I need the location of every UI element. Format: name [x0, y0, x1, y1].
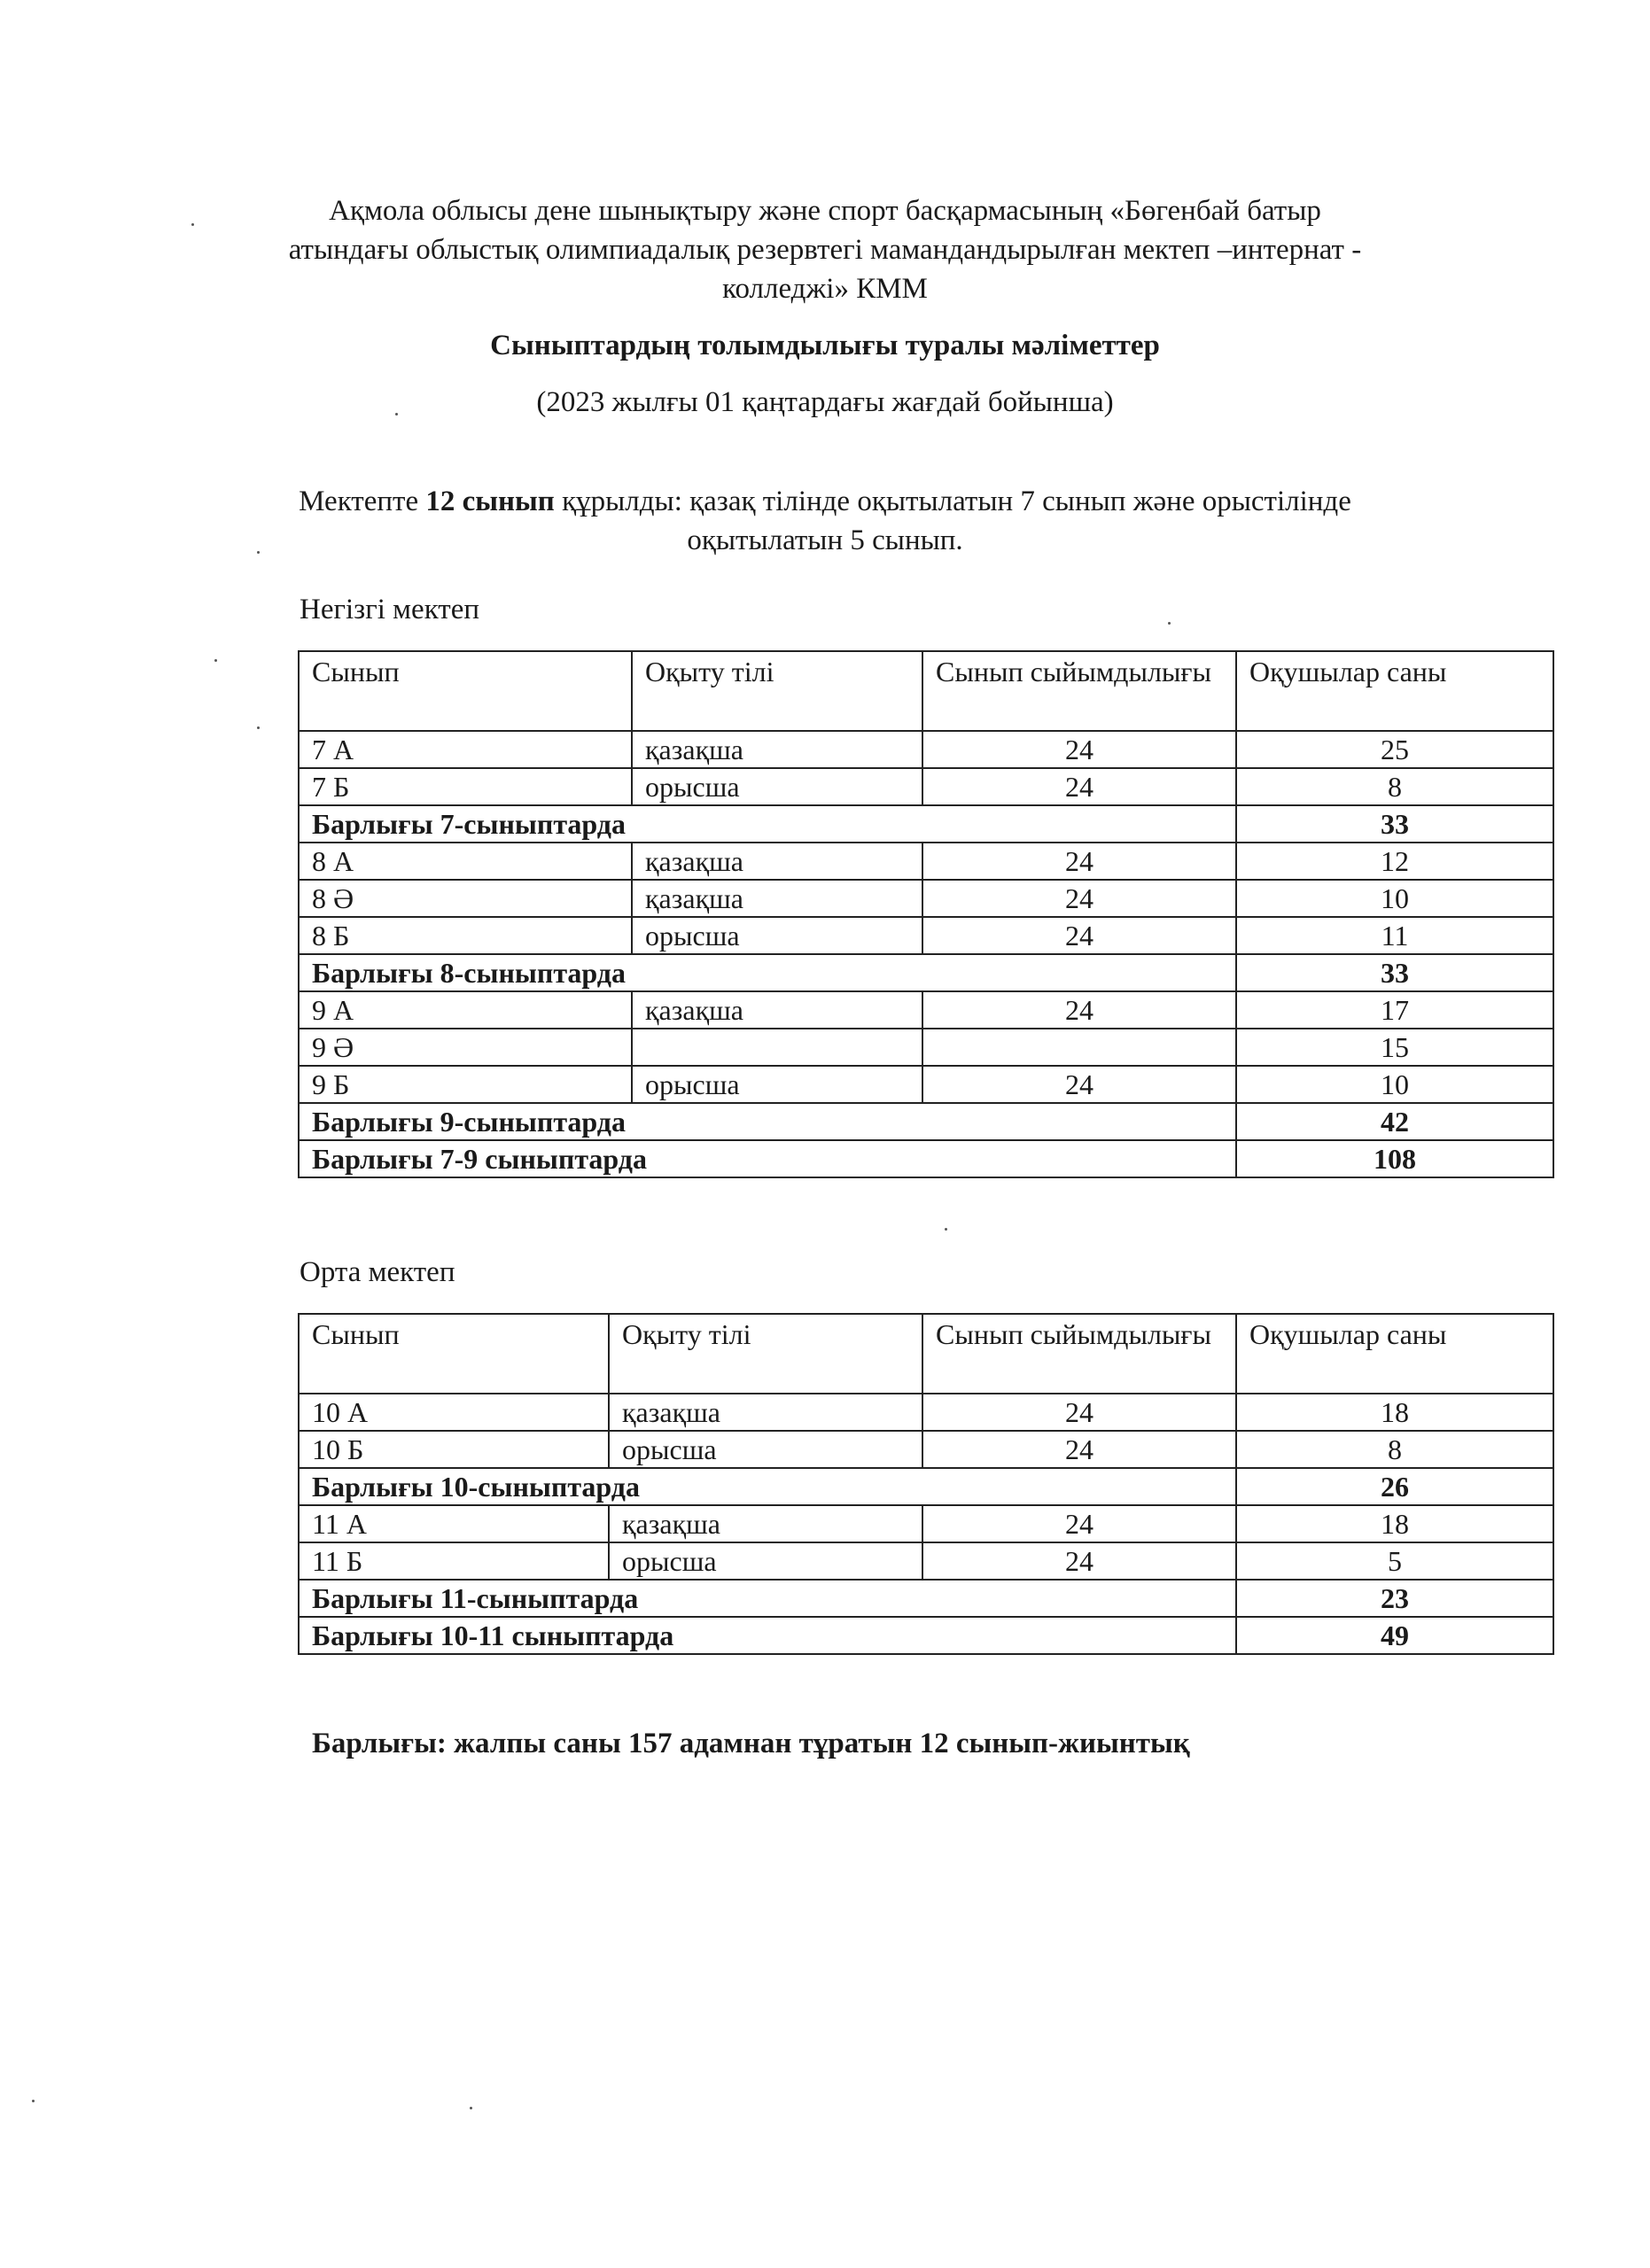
language-cell: қазақша: [632, 731, 922, 768]
document-title: Сыныптардың толымдылығы туралы мәліметтер: [490, 330, 1160, 361]
language-cell: қазақша: [609, 1505, 922, 1542]
class-cell: 9 А: [299, 991, 632, 1029]
capacity-cell: 24: [922, 1066, 1236, 1103]
table-row: [299, 991, 1553, 1029]
language-cell: орысша: [632, 917, 922, 954]
class-cell: 8 Б: [299, 917, 632, 954]
subtotal-row: [299, 1468, 1553, 1505]
summary-footer: Барлығы: жалпы саны 157 адамнан тұратын 12 сынып-жиынтық: [312, 1728, 1190, 1759]
capacity-cell: 24: [922, 731, 1236, 768]
students-cell: 10: [1236, 1066, 1553, 1103]
table-row: [299, 1394, 1553, 1431]
scan-speck: [945, 1228, 947, 1231]
intro-prefix: Мектепте: [299, 485, 426, 517]
subtotal-label: Барлығы 8-сыныптарда: [299, 954, 1236, 991]
column-header: Сынып сыйымдылығы: [922, 651, 1236, 731]
intro-paragraph: [0, 482, 1650, 560]
language-cell: орысша: [632, 1066, 922, 1103]
language-cell: орысша: [632, 768, 922, 805]
students-cell: 10: [1236, 880, 1553, 917]
subtotal-label: Барлығы 7-сыныптарда: [299, 805, 1236, 843]
class-cell: 10 Б: [299, 1431, 609, 1468]
class-cell: 8 А: [299, 843, 632, 880]
capacity-cell: 24: [922, 843, 1236, 880]
subtotal-count: 49: [1236, 1617, 1553, 1654]
capacity-cell: 24: [922, 1431, 1236, 1468]
subtotal-count: 108: [1236, 1140, 1553, 1177]
table-row: [299, 1505, 1553, 1542]
language-cell: [632, 1029, 922, 1066]
document-header: [0, 191, 1650, 308]
class-cell: 8 Ә: [299, 880, 632, 917]
column-header: Оқушылар саны: [1236, 1314, 1553, 1394]
scan-speck: [1168, 622, 1171, 625]
table-row: [299, 1542, 1553, 1580]
students-cell: 8: [1236, 768, 1553, 805]
class-cell: 11 Б: [299, 1542, 609, 1580]
language-cell: қазақша: [632, 880, 922, 917]
table-header-row: [299, 651, 1553, 731]
header-line-1: Ақмола облысы дене шынықтыру және спорт басқармасының «Бөгенбай батыр: [329, 195, 1321, 227]
table-row: [299, 917, 1553, 954]
subtotal-count: 33: [1236, 805, 1553, 843]
table-row: [299, 880, 1553, 917]
table-row: [299, 1066, 1553, 1103]
language-cell: қазақша: [609, 1394, 922, 1431]
header-line-3: колледжі» КММ: [722, 273, 928, 305]
subtotal-count: 23: [1236, 1580, 1553, 1617]
students-cell: 11: [1236, 917, 1553, 954]
students-cell: 17: [1236, 991, 1553, 1029]
capacity-cell: 24: [922, 1394, 1236, 1431]
class-cell: 10 А: [299, 1394, 609, 1431]
scan-speck: [470, 2107, 472, 2109]
capacity-cell: 24: [922, 1505, 1236, 1542]
subtotal-row: [299, 1103, 1553, 1140]
subtotal-row: [299, 805, 1553, 843]
document-subtitle: (2023 жылғы 01 қаңтардағы жағдай бойынша): [536, 386, 1114, 418]
column-header: Оқыту тілі: [632, 651, 922, 731]
intro-line-2: оқытылатын 5 сынып.: [687, 524, 963, 556]
students-cell: 18: [1236, 1394, 1553, 1431]
subtotal-label: Барлығы 11-сыныптарда: [299, 1580, 1236, 1617]
table-row: [299, 1029, 1553, 1066]
scan-speck: [32, 2100, 35, 2102]
subtotal-count: 42: [1236, 1103, 1553, 1140]
subtotal-row: [299, 1617, 1553, 1654]
class-cell: 9 Б: [299, 1066, 632, 1103]
column-header: Сынып: [299, 1314, 609, 1394]
class-cell: 7 А: [299, 731, 632, 768]
capacity-cell: 24: [922, 768, 1236, 805]
intro-suffix: құрылды: қазақ тілінде оқытылатын 7 сынып және орыстілінде: [554, 485, 1351, 517]
subtotal-label: Барлығы 10-11 сыныптарда: [299, 1617, 1236, 1654]
column-header: Сынып: [299, 651, 632, 731]
secondary-school-table: [298, 1313, 1554, 1655]
capacity-cell: 24: [922, 991, 1236, 1029]
scan-speck: [257, 726, 260, 729]
secondary-school-label: Орта мектеп: [300, 1256, 455, 1288]
subtotal-row: [299, 1140, 1553, 1177]
students-cell: 18: [1236, 1505, 1553, 1542]
class-cell: 7 Б: [299, 768, 632, 805]
table-row: [299, 843, 1553, 880]
table-row: [299, 768, 1553, 805]
students-cell: 15: [1236, 1029, 1553, 1066]
capacity-cell: 24: [922, 1542, 1236, 1580]
capacity-cell: 24: [922, 880, 1236, 917]
subtotal-count: 33: [1236, 954, 1553, 991]
capacity-cell: [922, 1029, 1236, 1066]
column-header: Сынып сыйымдылығы: [922, 1314, 1236, 1394]
subtotal-label: Барлығы 10-сыныптарда: [299, 1468, 1236, 1505]
language-cell: қазақша: [632, 843, 922, 880]
language-cell: орысша: [609, 1542, 922, 1580]
basic-school-label: Негізгі мектеп: [300, 594, 480, 625]
column-header: Оқушылар саны: [1236, 651, 1553, 731]
class-cell: 11 А: [299, 1505, 609, 1542]
header-line-2: атындағы облыстық олимпиадалық резервтегі мамандандырылған мектеп –интернат -: [288, 234, 1362, 266]
capacity-cell: 24: [922, 917, 1236, 954]
language-cell: қазақша: [632, 991, 922, 1029]
column-header: Оқыту тілі: [609, 1314, 922, 1394]
subtotal-row: [299, 954, 1553, 991]
subtotal-count: 26: [1236, 1468, 1553, 1505]
language-cell: орысша: [609, 1431, 922, 1468]
subtotal-label: Барлығы 9-сыныптарда: [299, 1103, 1236, 1140]
students-cell: 25: [1236, 731, 1553, 768]
basic-school-table: [298, 650, 1554, 1178]
table-row: [299, 731, 1553, 768]
table-row: [299, 1431, 1553, 1468]
class-cell: 9 Ә: [299, 1029, 632, 1066]
students-cell: 8: [1236, 1431, 1553, 1468]
students-cell: 5: [1236, 1542, 1553, 1580]
scan-speck: [214, 659, 217, 662]
students-cell: 12: [1236, 843, 1553, 880]
table-header-row: [299, 1314, 1553, 1394]
subtotal-label: Барлығы 7-9 сыныптарда: [299, 1140, 1236, 1177]
subtotal-row: [299, 1580, 1553, 1617]
intro-bold: 12 сынып: [425, 485, 555, 517]
